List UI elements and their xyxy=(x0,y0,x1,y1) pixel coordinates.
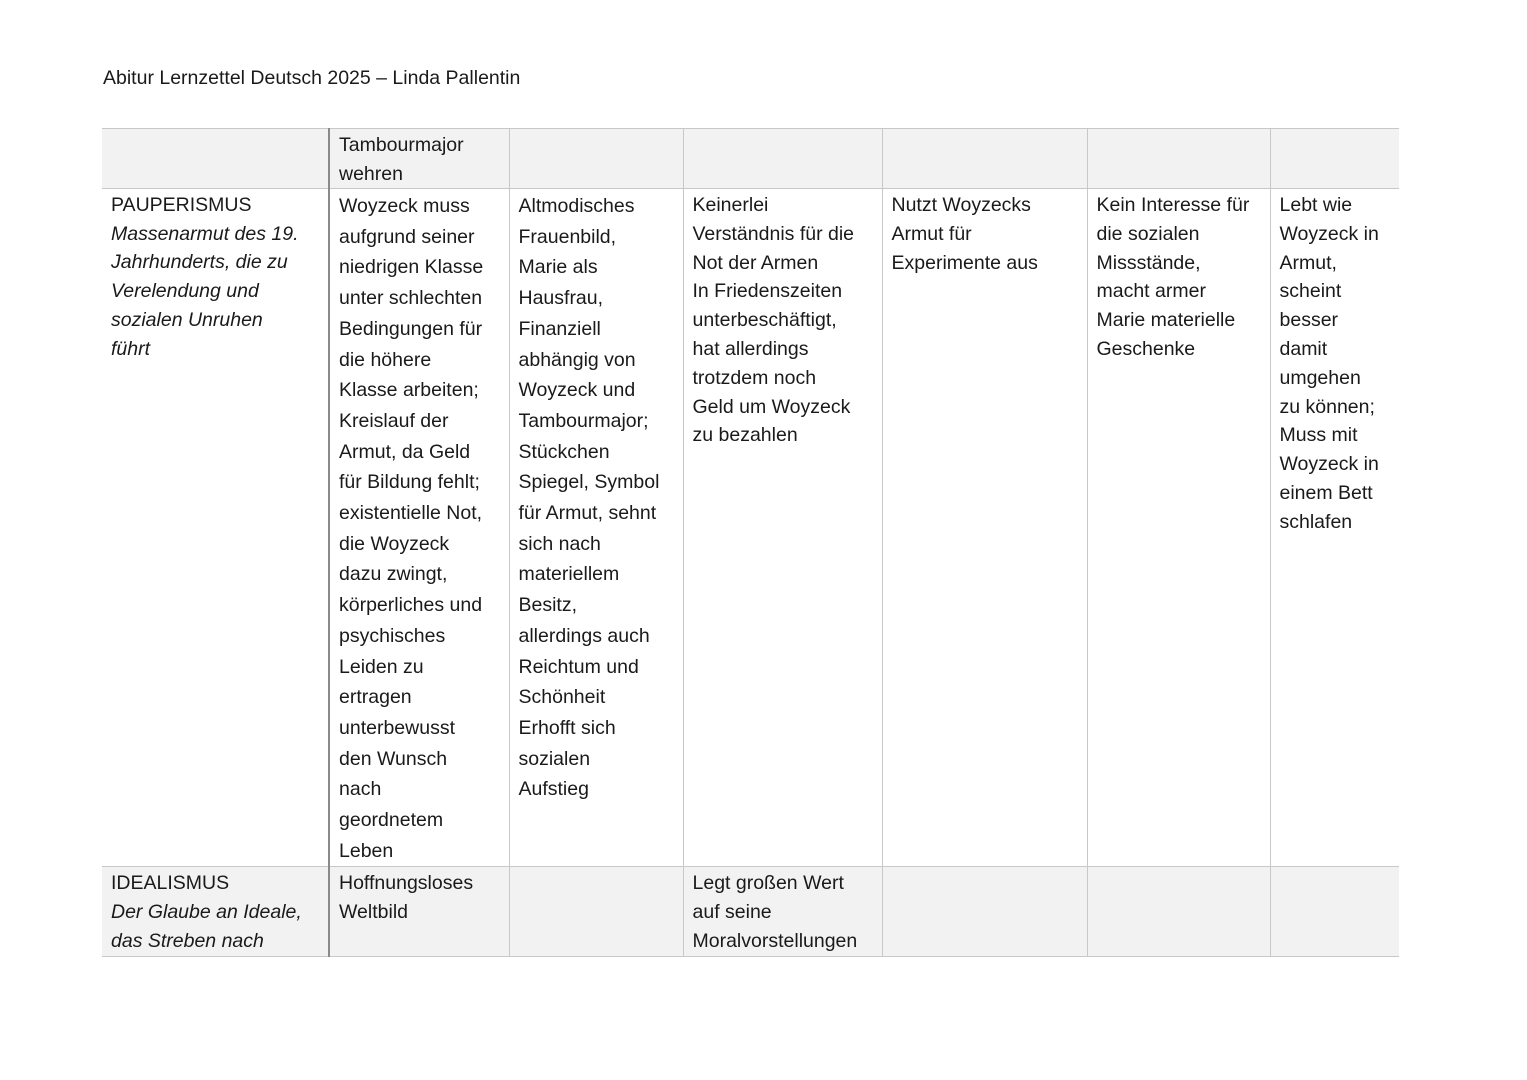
table-cell: Tambourmajor wehren xyxy=(329,129,509,189)
table-cell: Kein Interesse für die sozialen Missstände, macht armer Marie materielle Geschenke xyxy=(1087,189,1270,867)
table-row xyxy=(102,189,1399,867)
table-cell: Legt großen Wert auf seine Moralvorstellungen xyxy=(683,867,882,956)
table-cell xyxy=(1087,867,1270,956)
table-cell xyxy=(882,129,1087,189)
table-cell xyxy=(882,867,1087,956)
concept-cell xyxy=(102,867,329,956)
table-row xyxy=(102,867,1399,956)
concept-definition: Massenarmut des 19. Jahrhunderts, die zu Verelendung und sozialen Unruhen führt xyxy=(111,222,299,360)
table-cell: Lebt wie Woyzeck in Armut, scheint besser damit umgehen zu können; Muss mit Woyzeck in einem Bett schlafen xyxy=(1270,189,1399,867)
table-cell xyxy=(1270,867,1399,956)
concept-title: IDEALISMUS xyxy=(111,872,230,895)
table-cell xyxy=(509,867,683,956)
concept-definition: Der Glaube an Ideale, das Streben nach xyxy=(111,901,302,952)
table-row xyxy=(102,129,1399,189)
concept-title: PAUPERISMUS xyxy=(111,194,252,216)
table-cell xyxy=(683,129,882,189)
table-cell: Altmodisches Frauenbild, Marie als Hausfrau, Finanziell abhängig von Woyzeck und Tambourmajor; Stückchen Spiegel, Symbol für Armut, sehnt sich nach materiellem Besitz, allerdings auch Reichtum und Schönheit Erhofft sich sozialen Aufstieg xyxy=(509,189,683,867)
table-cell: Hoffnungsloses Weltbild xyxy=(329,867,509,956)
table-cell xyxy=(1270,129,1399,189)
character-analysis-table xyxy=(102,128,1399,957)
document-header: Abitur Lernzettel Deutsch 2025 – Linda Pallentin xyxy=(103,67,521,89)
table-cell xyxy=(509,129,683,189)
concept-cell xyxy=(102,129,329,189)
concept-cell xyxy=(102,189,329,867)
table-cell: Nutzt Woyzecks Armut für Experimente aus xyxy=(882,189,1087,867)
table-cell: Woyzeck muss aufgrund seiner niedrigen Klasse unter schlechten Bedingungen für die höhere Klasse arbeiten; Kreislauf der Armut, da Geld für Bildung fehlt; existentielle Not, die Woyzeck dazu zwingt, körperliches und psychisches Leiden zu ertragen unterbewusst den Wunsch nach geordnetem Leben xyxy=(329,189,509,867)
table-cell: Keinerlei Verständnis für die Not der Armen In Friedenszeiten unterbeschäftigt, hat allerdings trotzdem noch Geld um Woyzeck zu bezahlen xyxy=(683,189,882,867)
table-cell xyxy=(1087,129,1270,189)
